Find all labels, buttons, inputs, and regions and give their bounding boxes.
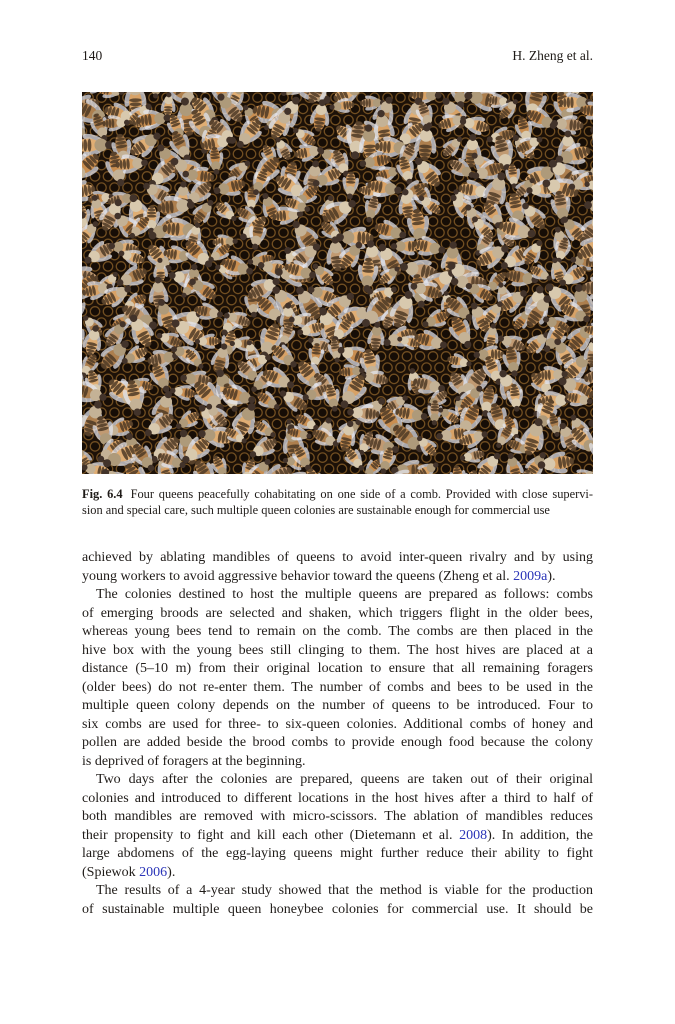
- text-line: The colonies destined to host the multiple queens are prepared as follows: combs: [96, 587, 593, 602]
- text-line: six combs are used for three- to six-queen colonies. Additional combs of honey and: [82, 716, 593, 732]
- text-line: hive box with the young bees still clinging to them. The host hives are placed at a: [82, 642, 593, 658]
- figure-6-4: [82, 92, 593, 518]
- citation-link-2008[interactable]: 2008: [459, 827, 488, 843]
- figure-caption: [82, 486, 593, 518]
- text-line: whereas young bees tend to remain on the comb. The combs are then placed in the: [82, 624, 593, 639]
- page-header: [82, 48, 593, 64]
- text-line: young workers to avoid aggressive behavior toward the queens (Zheng et al. 2009a).: [82, 568, 556, 584]
- page-number: 140: [82, 48, 103, 63]
- citation-link-2006[interactable]: 2006: [139, 864, 168, 880]
- running-head: H. Zheng et al.: [512, 48, 593, 63]
- text-line: large abdomens of the egg-laying queens might further reduce their ability to fight: [82, 846, 593, 861]
- text-line: their propensity to fight and kill each other (Dietemann et al. 2008). In addition, the: [82, 827, 593, 843]
- citation-link-2009a[interactable]: 2009a: [513, 568, 548, 584]
- text-line: of sustainable multiple queen honeybee colonies for commercial use. It should be: [82, 901, 593, 917]
- text-line: is deprived of foragers at the beginning.: [82, 753, 306, 769]
- text-line: (older bees) do not re-enter them. The number of combs and bees to be used in the: [82, 679, 593, 695]
- body-text: [82, 549, 593, 919]
- text-line: both mandibles are removed with micro-scissors. The ablation of mandibles reduces: [82, 809, 593, 824]
- bee-photo: [82, 92, 593, 474]
- text-line: of emerging broods are selected and shaken, which triggers flight in the older bees,: [82, 605, 593, 621]
- text-line: (Spiewok 2006).: [82, 864, 176, 880]
- text-line: The results of a 4-year study showed that the method is viable for the production: [96, 883, 593, 898]
- figure-caption-line: sion and special care, such multiple queen colonies are sustainable enough for commercial use: [82, 503, 550, 518]
- text-line: multiple queen colony depends on the number of queens to be introduced. Four to: [82, 698, 593, 713]
- text-line: distance (5–10 m) from their original location to ensure that all remaining foragers: [82, 661, 593, 676]
- text-line: Two days after the colonies are prepared, queens are taken out of their original: [96, 772, 593, 787]
- text-line: achieved by ablating mandibles of queens to avoid inter-queen rivalry and by using: [82, 550, 593, 565]
- figure-caption-label: Fig. 6.4: [82, 487, 123, 501]
- text-line: colonies and introduced to different locations in the host hives after a third to half of: [82, 790, 593, 806]
- figure-caption-line: Fig. 6.4 Four queens peacefully cohabitating on one side of a comb. Provided with close supervi-: [82, 487, 594, 501]
- text-line: pollen are added beside the brood combs to provide enough food because the colony: [82, 735, 593, 750]
- bee-photo-illustration: [82, 92, 593, 474]
